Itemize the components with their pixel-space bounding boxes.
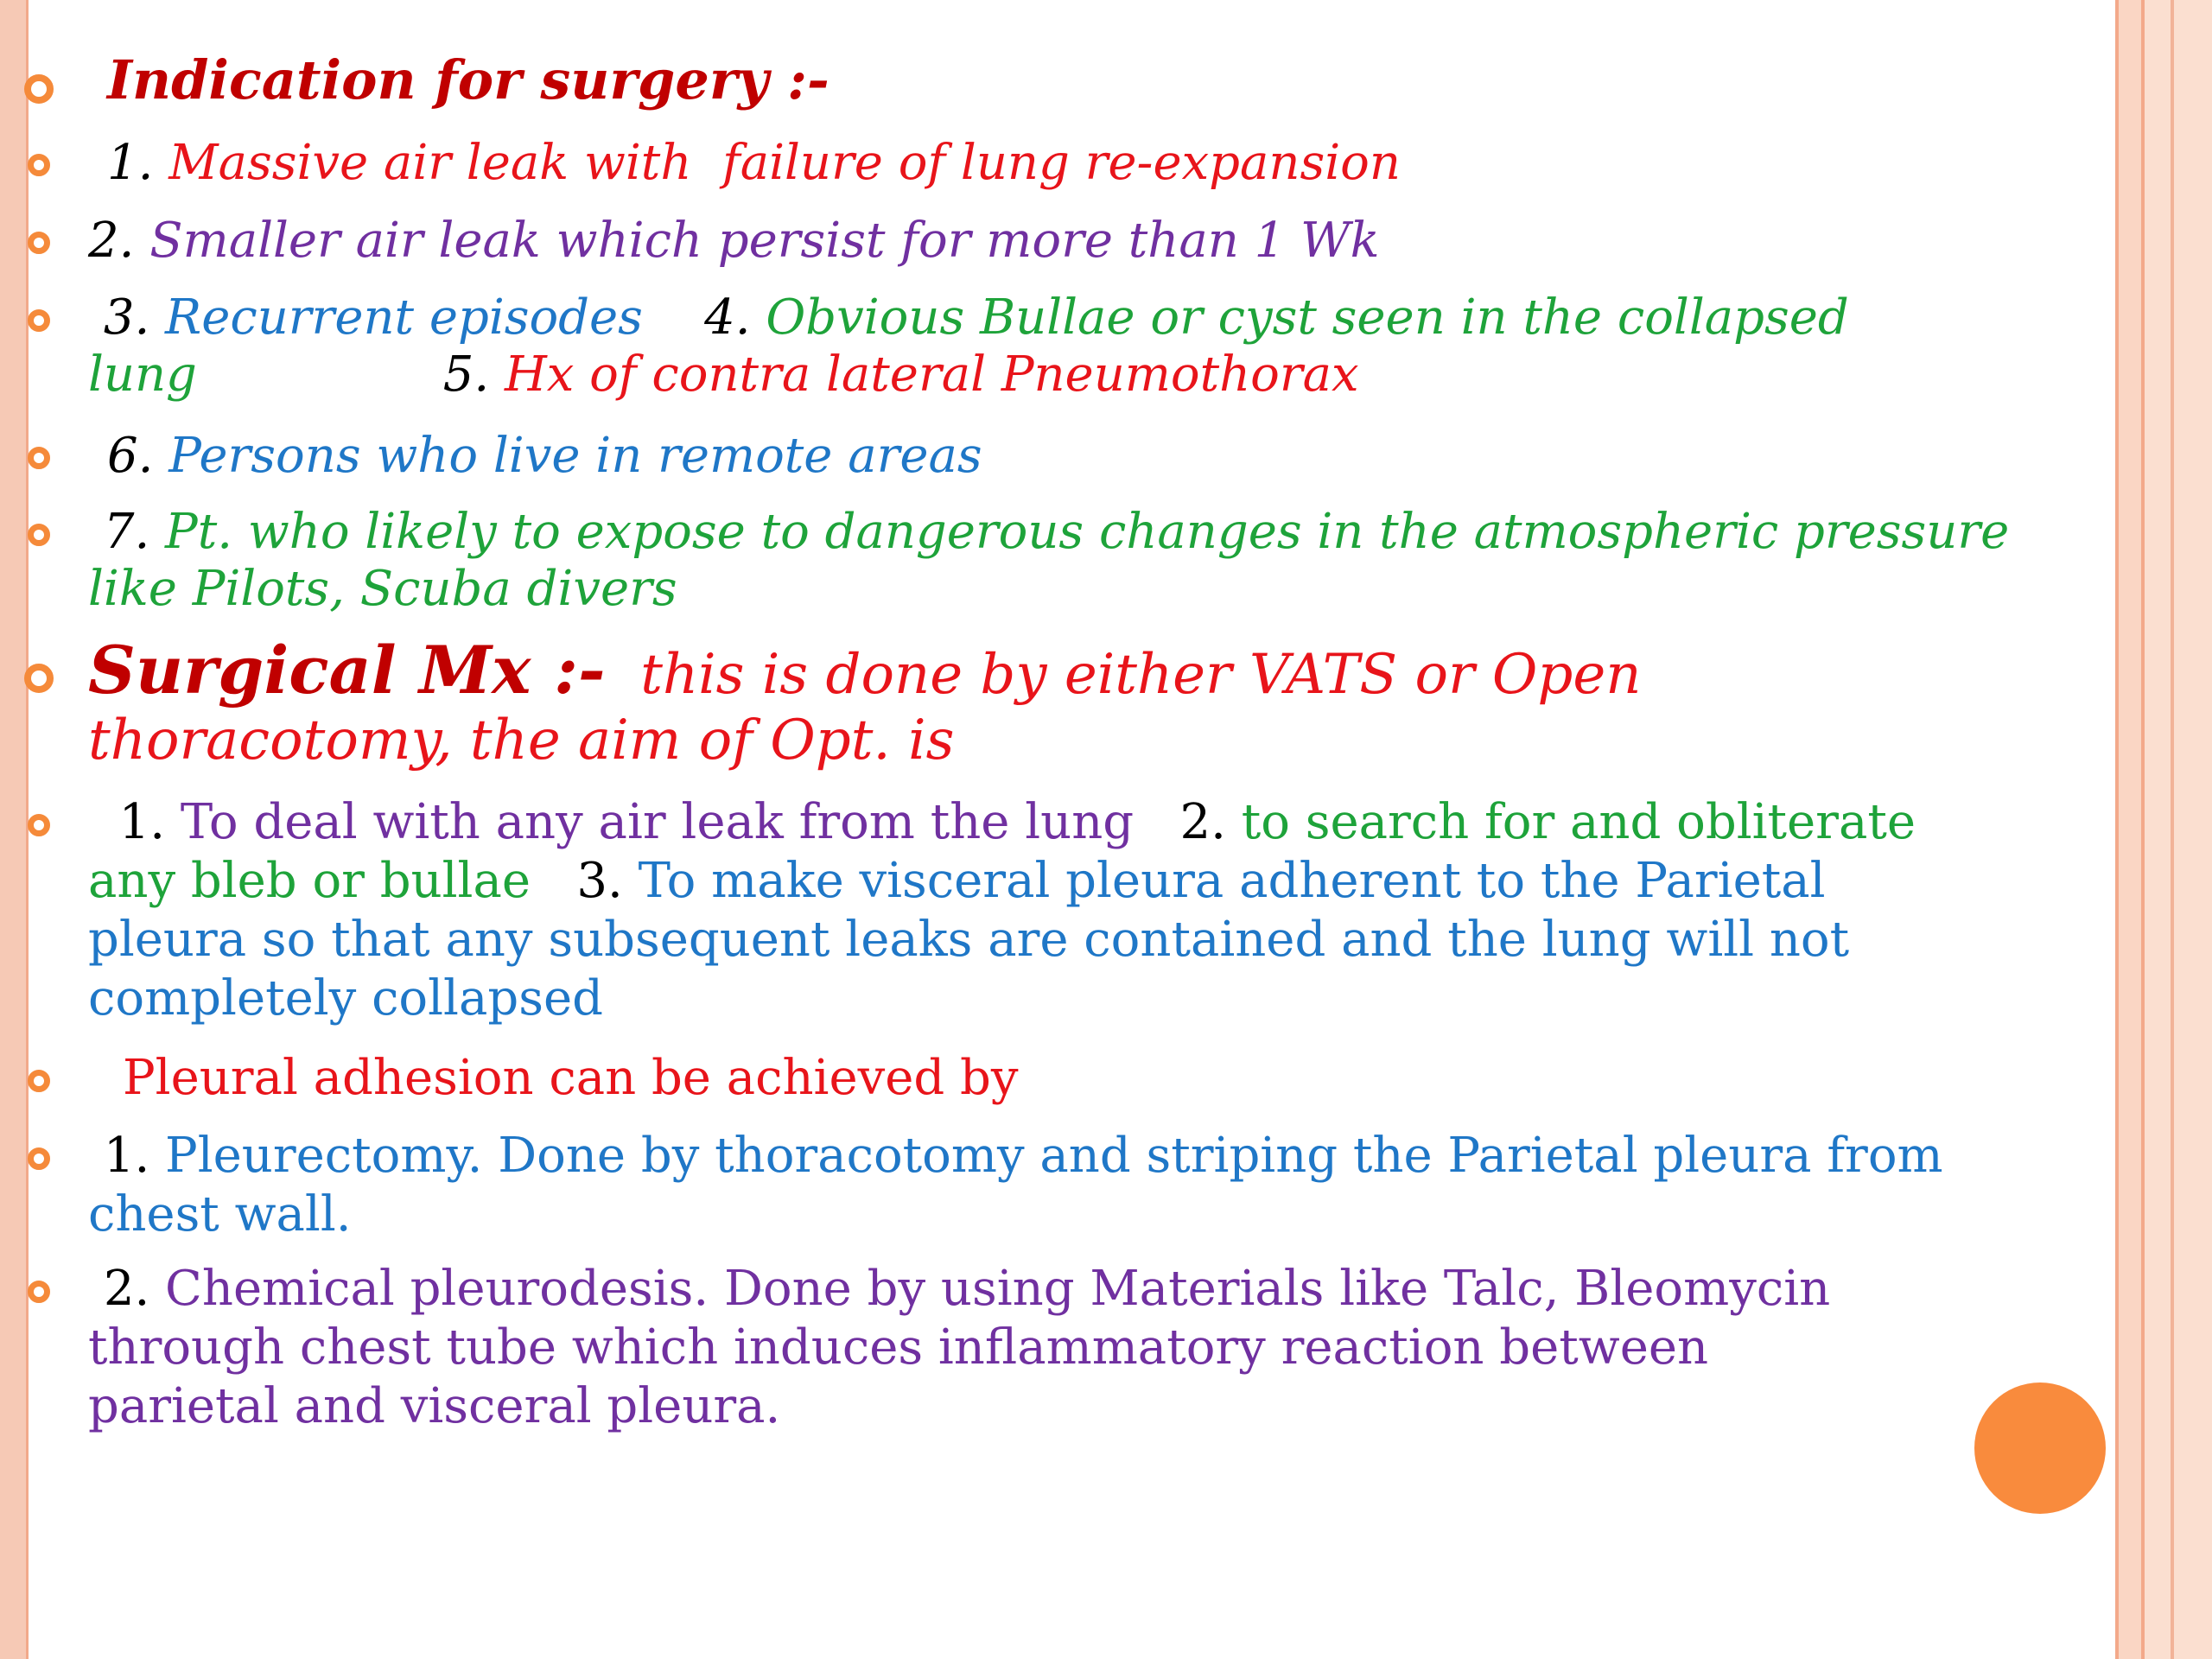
- item-number: 3.: [103, 289, 166, 346]
- item-number: 2.: [1179, 794, 1242, 850]
- bullet-icon: [24, 664, 54, 693]
- item-text: Persons who live in remote areas: [168, 428, 982, 484]
- item-number: 1.: [118, 794, 181, 850]
- bullet-icon: [28, 232, 50, 254]
- surgical-text: this is done by either VATS or Open thoracotomy, the aim of Opt. is: [88, 643, 1659, 772]
- adhesion-heading: Pleural adhesion can be achieved by: [123, 1050, 1019, 1106]
- indication-item-3-4-5: [88, 289, 1920, 404]
- spacer: [1134, 794, 1179, 850]
- bullet-icon: [28, 1070, 50, 1092]
- bullet-icon: [28, 1281, 50, 1303]
- surgical-mx: [88, 632, 1816, 773]
- item-text: To make visceral pleura adherent to the Parietal pleura so that any subsequent leaks are contained and the lung will not completely collapsed: [88, 853, 1865, 1027]
- method-item-2: [88, 1260, 1885, 1436]
- spacer: [606, 643, 641, 707]
- right-border-panel: [2145, 0, 2212, 1659]
- bullet-icon: [28, 814, 50, 836]
- left-border-band: [0, 0, 26, 1659]
- right-border-line-outer: [2171, 0, 2174, 1659]
- surgery-aims: [88, 793, 1972, 1028]
- spacer: [88, 794, 119, 850]
- bullet-icon: [28, 524, 50, 546]
- orange-circle-decoration: [1974, 1382, 2106, 1514]
- item-text: Hx of contra lateral Pneumothorax: [504, 346, 1359, 403]
- item-number: 2.: [103, 1261, 166, 1317]
- item-number: 3.: [576, 853, 639, 909]
- item-text: To deal with any air leak from the lung: [180, 794, 1135, 850]
- surgical-label: Surgical Mx :-: [88, 632, 606, 709]
- spacer: [88, 1128, 104, 1184]
- bullet-icon: [28, 154, 50, 176]
- item-text: Obvious Bullae or cyst seen in the collapsed lung: [88, 289, 1865, 403]
- indication-item-1: [107, 134, 2060, 193]
- right-border-band: [2119, 0, 2141, 1659]
- bullet-icon: [28, 1147, 50, 1170]
- indication-item-2: [88, 212, 2041, 270]
- bullet-icon: [28, 447, 50, 469]
- bullet-icon: [24, 74, 54, 104]
- item-text: Pleurectomy. Done by thoracotomy and striping the Parietal pleura from chest wall.: [88, 1128, 1959, 1243]
- item-text: Chemical pleurodesis. Done by using Materials like Talc, Bleomycin through chest tube which induces inflammatory reaction between parietal and visceral pleura.: [88, 1261, 1861, 1434]
- indication-item-6: [107, 427, 2060, 486]
- item-text: to search for and obliterate any bleb or bullae: [88, 794, 1931, 909]
- spacer: [88, 1261, 104, 1317]
- item-number: 6.: [107, 428, 169, 484]
- item-text: Massive air leak with failure of lung re-expansion: [168, 135, 1401, 191]
- item-number: 1.: [107, 135, 169, 191]
- bullet-icon: [28, 309, 50, 332]
- item-text: Pt. who likely to expose to dangerous changes in the atmospheric pressure like Pilots, Scuba divers: [88, 504, 2025, 617]
- item-number: [88, 504, 104, 560]
- item-number: 1.: [103, 1128, 166, 1184]
- method-item-1: [88, 1127, 1959, 1244]
- item-number: [88, 289, 104, 346]
- spacer: [531, 853, 576, 909]
- item-text: Smaller air leak which persist for more than 1 Wk: [149, 213, 1380, 269]
- item-number: 5.: [442, 346, 505, 403]
- spacer: [197, 346, 443, 403]
- item-text: Recurrent episodes: [165, 289, 705, 346]
- item-number: 7.: [103, 504, 166, 560]
- item-number: 4.: [704, 289, 766, 346]
- indication-heading: Indication for surgery :-: [107, 48, 830, 111]
- indication-item-7: [88, 504, 2032, 618]
- item-number: 2.: [88, 213, 150, 269]
